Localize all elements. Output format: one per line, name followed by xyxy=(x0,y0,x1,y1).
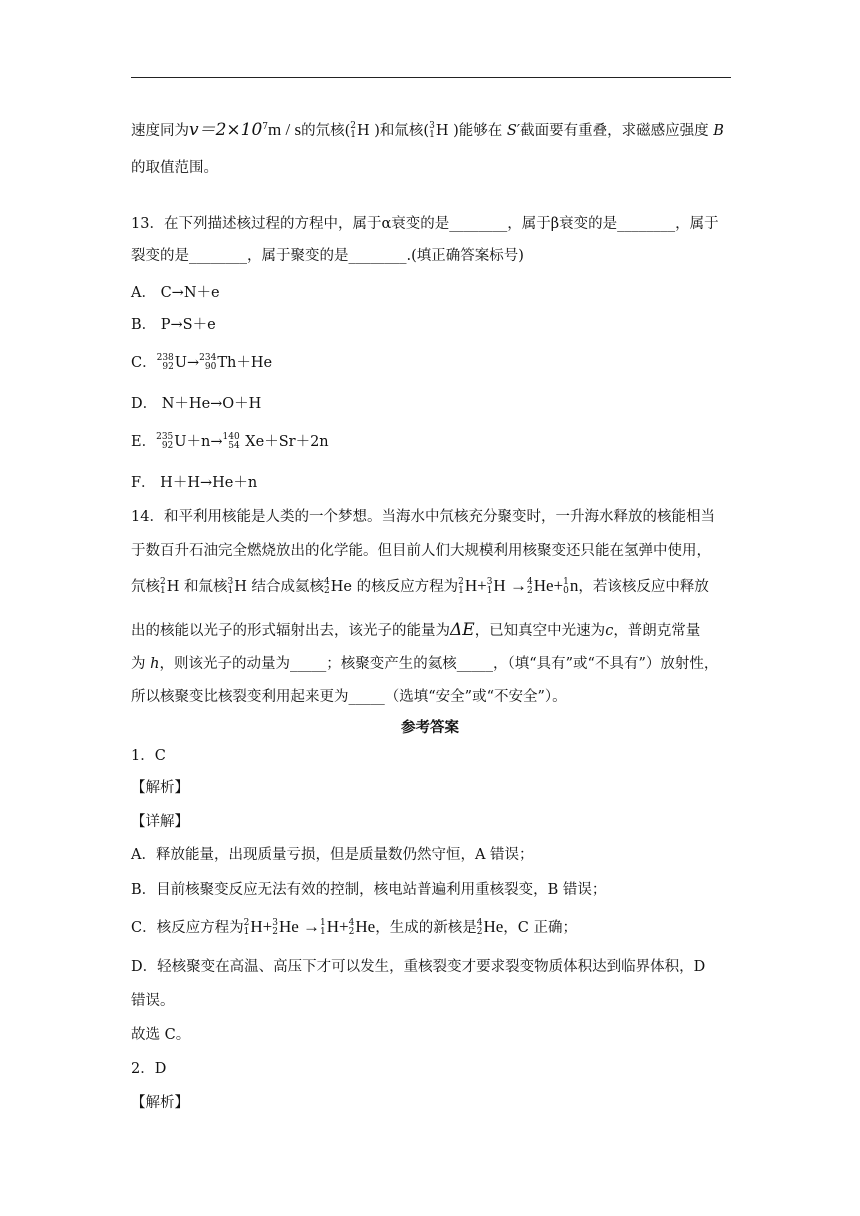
analysis-label: 【解析】 xyxy=(131,780,189,796)
answer-2: 2．D xyxy=(131,1061,167,1077)
intro-line-2: 的取值范围。 xyxy=(131,160,218,176)
answer-1: 1．C xyxy=(131,748,166,764)
q13-line-2: 裂变的是________，属于聚变的是________.(填正确答案标号) xyxy=(131,248,524,264)
velocity-formula: v＝2×10 xyxy=(189,119,263,140)
explain-a: A．释放能量，出现质量亏损，但是质量数仍然守恒，A 错误； xyxy=(131,847,534,863)
choose-line: 故选 C。 xyxy=(131,1027,191,1043)
q14-line-2: 于数百升石油完全燃烧放出的化学能。但目前人们大规模利用核聚变还只能在氢弹中使用， xyxy=(131,543,711,559)
q14-line-6: 所以核聚变比核裂变利用起来更为_____（选填“安全”或“不安全”）。 xyxy=(131,689,567,705)
q13-option-c: C． 238 92 U→ 234 90 Th＋He xyxy=(131,353,273,372)
q14-line-1: 14．和平利用核能是人类的一个梦想。当海水中氘核充分聚变时，一升海水释放的核能相当 xyxy=(131,509,715,525)
q14-line-4: 出的核能以光子的形式辐射出去，该光子的能量为ΔE，已知真空中光速为c，普朗克常量 xyxy=(131,620,701,640)
q13-option-a: A． C→N＋e xyxy=(131,285,220,301)
header-rule xyxy=(131,77,731,78)
explain-d-1: D．轻核聚变在高温、高压下才可以发生，重核裂变才要求裂变物质体积达到临界体积，D xyxy=(131,959,706,975)
detail-label: 【详解】 xyxy=(131,814,189,830)
q13-option-e: E． 235 92 U＋n→ 140 54 Xe＋Sr＋2n xyxy=(131,432,329,451)
q13-line-1: 13．在下列描述核过程的方程中，属于α衰变的是________，属于β衰变的是________，属于 xyxy=(131,216,719,232)
q13-option-f: F． H＋H→He＋n xyxy=(131,475,258,491)
q14-line-3: 氘核 2 1 H 和氚核 3 1 H 结合成氦核 4 2 He 的核反应方程为 2 1 H+ 3 1 H → 4 2 He+ 1 0 n，若该核反应中释放 xyxy=(131,576,709,596)
analysis-label-2: 【解析】 xyxy=(131,1095,189,1111)
intro-line-1: 速度同为$v=2\times 10^7m / s$的氘核( 2 1 H )和氚核( 3 1 H )能够在 S′截面要有重叠，求磁感应强度 B xyxy=(131,119,724,140)
explain-c: C．核反应方程为 2 1 H+ 3 2 He → 1 1 H+ 4 2 He，生成的新核是 4 2 He，C 正确； xyxy=(131,917,577,937)
q13-option-b: B． P→S＋e xyxy=(131,317,216,333)
explain-d-2: 错误。 xyxy=(131,993,175,1009)
q14-line-5: 为 h，则该光子的动量为_____；核聚变产生的氦核_____，（填“具有”或“不具有”）放射性， xyxy=(131,656,719,672)
answers-title: 参考答案 xyxy=(401,719,459,736)
q13-option-d: D． N＋He→O＋H xyxy=(131,396,262,412)
explain-b: B．目前核聚变反应无法有效的控制，核电站普遍利用重核裂变，B 错误； xyxy=(131,882,607,898)
